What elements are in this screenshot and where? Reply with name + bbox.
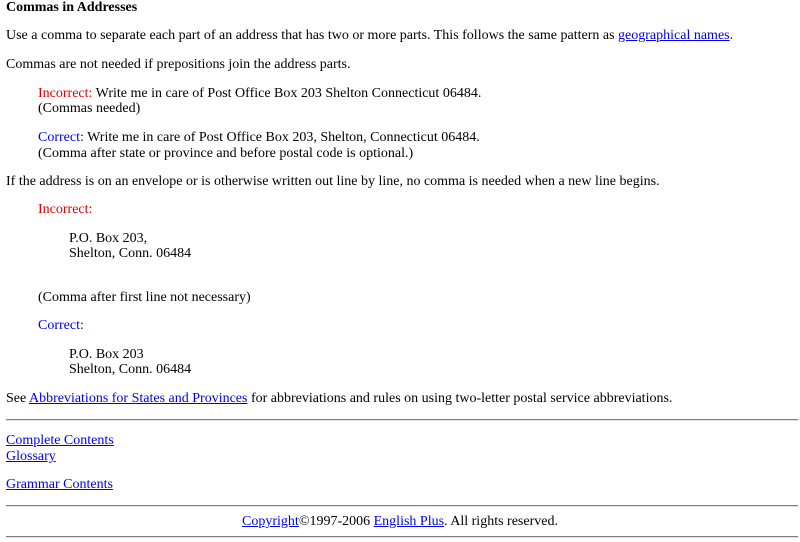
incorrect-address-line: P.O. Box 203, xyxy=(69,231,148,246)
correct-note: (Comma after state or province and before postal code is optional.) xyxy=(38,146,414,161)
see-also-paragraph xyxy=(6,391,672,407)
correct-sentence: Write me in care of Post Office Box 203, Shelton, Connecticut 06484. xyxy=(83,130,480,145)
correct-address-line: P.O. Box 203 xyxy=(69,347,144,362)
grammar-contents-link[interactable]: Grammar Contents xyxy=(6,477,113,492)
nav-grammar-contents xyxy=(6,477,113,493)
correct-address-line: Shelton, Conn. 06484 xyxy=(69,362,192,377)
geographical-names-link[interactable]: geographical names xyxy=(618,28,730,43)
example1-correct xyxy=(38,130,480,146)
copyright-link[interactable]: Copyright xyxy=(242,514,299,529)
incorrect-note: (Commas needed) xyxy=(38,101,141,116)
incorrect-address-line: Shelton, Conn. 06484 xyxy=(69,246,192,261)
incorrect-label: Incorrect: xyxy=(38,86,93,101)
glossary-link[interactable]: Glossary xyxy=(6,449,56,464)
footer xyxy=(0,514,800,530)
intro-end: . xyxy=(729,28,734,43)
intro-text: Use a comma to separate each part of an address that has two or more parts. This follows the same pattern as xyxy=(6,28,619,43)
example2-incorrect-label: Incorrect: xyxy=(38,202,93,217)
see-suffix: for abbreviations and rules on using two-letter postal service abbreviations. xyxy=(247,391,673,406)
prepositions-note: Commas are not needed if prepositions join the address parts. xyxy=(6,57,351,72)
example2-correct-label: Correct: xyxy=(38,318,84,333)
see-prefix: See xyxy=(6,391,29,406)
incorrect-sentence: Write me in care of Post Office Box 203 Shelton Connecticut 06484. xyxy=(92,86,482,101)
english-plus-link[interactable]: English Plus xyxy=(373,514,445,529)
example2-incorrect-note: (Comma after first line not necessary) xyxy=(38,290,251,305)
nav-glossary xyxy=(6,449,56,465)
divider xyxy=(6,536,798,538)
page-title: Commas in Addresses xyxy=(6,0,138,15)
nav-complete-contents xyxy=(6,433,114,449)
abbreviations-link[interactable]: Abbreviations for States and Provinces xyxy=(28,391,248,406)
envelope-note: If the address is on an envelope or is otherwise written out line by line, no comma is needed when a new line begins. xyxy=(6,174,660,189)
complete-contents-link[interactable]: Complete Contents xyxy=(6,433,114,448)
intro-paragraph xyxy=(6,28,733,44)
example1-incorrect xyxy=(38,86,481,102)
correct-label: Correct: xyxy=(38,130,84,145)
divider xyxy=(6,419,798,421)
divider xyxy=(6,505,798,507)
rights-text: . All rights reserved. xyxy=(444,514,558,529)
copyright-years: ©1997-2006 xyxy=(298,514,374,529)
